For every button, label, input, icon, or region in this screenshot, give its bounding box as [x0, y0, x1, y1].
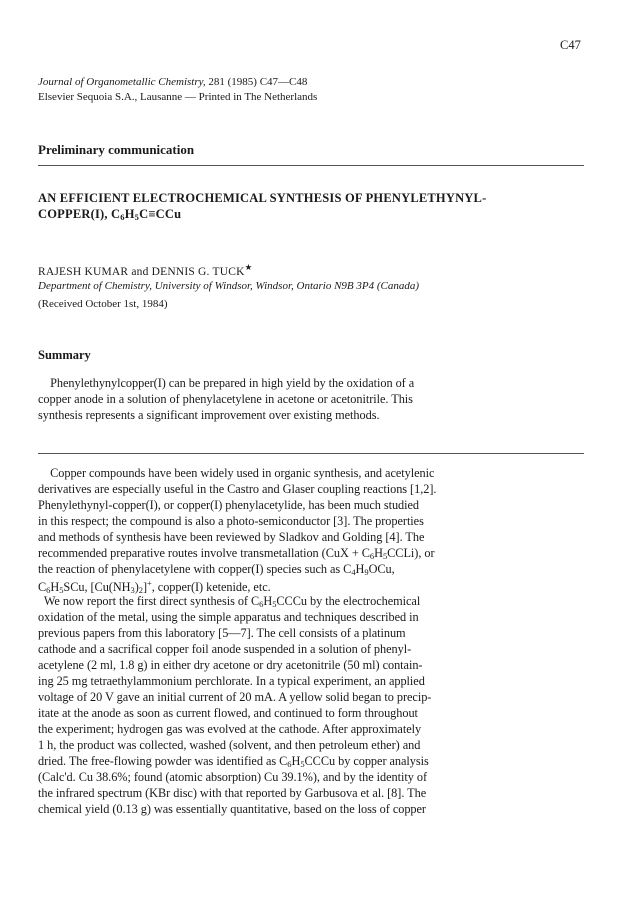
subscript: 5 [382, 551, 388, 561]
text: CCCu by copper analysis [304, 754, 429, 768]
journal-volume: 281 (1985) C47—C48 [205, 76, 308, 88]
section-label: Preliminary communication [38, 142, 195, 157]
text: We now report the first direct synthesis of C [38, 594, 260, 608]
body-line: the experiment; hydrogen gas was evolved at the cathode. After approximately [38, 722, 422, 736]
body-line: itate at the anode as soon as current flowed, and continued to form throughout [38, 706, 418, 720]
title-text: COPPER(I), C [38, 207, 121, 221]
body-line: voltage of 20 V gave an initial current of 20 mA. A yellow solid began to precip- [38, 690, 432, 704]
subscript: 4 [351, 567, 356, 577]
body-line: and methods of synthesis have been reviewed by Sladkov and Golding [4]. The [38, 530, 425, 544]
superscript: + [147, 578, 152, 588]
summary-line: Phenylethynylcopper(I) can be prepared in high yield by the oxidation of a [38, 376, 415, 390]
text: CCLi), or [387, 546, 435, 560]
text: H [374, 546, 383, 560]
author-names: RAJESH KUMAR and DENNIS G. TUCK [38, 266, 245, 278]
text: , copper(I) ketenide, etc. [151, 580, 271, 594]
summary-line: copper anode in a solution of phenylacetylene in acetone or acetonitrile. This [38, 392, 413, 406]
text: H [355, 562, 365, 576]
paper-title-line-2 [38, 207, 181, 222]
divider [38, 165, 584, 166]
title-text: H [124, 207, 135, 221]
text: recommended preparative routes involve transmetallation (CuX + C [38, 546, 370, 560]
subscript: 6 [120, 212, 125, 222]
body-line: ing 25 mg tetraethylammonium perchlorate. In a typical experiment, an applied [38, 674, 425, 688]
subscript: 9 [364, 567, 369, 577]
body-line: chemical yield (0.13 g) was essentially quantitative, based on the loss of copper [38, 802, 426, 816]
divider [38, 453, 584, 454]
journal-citation [38, 76, 307, 88]
affiliation: Department of Chemistry, University of Windsor, Windsor, Ontario N9B 3P4 (Canada) [38, 280, 420, 292]
corresponding-author-mark: ★ [244, 262, 253, 272]
subscript: 5 [300, 759, 305, 769]
received-date: (Received October 1st, 1984) [38, 298, 168, 310]
body-line [38, 578, 271, 595]
text: OCu, [368, 562, 395, 576]
body-line: acetylene (2 ml, 1.8 g) in either dry acetone or dry acetonitrile (50 ml) contain- [38, 658, 423, 672]
subscript: 2 [138, 585, 143, 595]
paper-title-line-1: AN EFFICIENT ELECTROCHEMICAL SYNTHESIS OF PHENYLETHYNYL- [38, 191, 487, 205]
text: dried. The free-flowing powder was identified as C [38, 754, 288, 768]
subscript: 6 [287, 759, 292, 769]
body-line [38, 754, 429, 769]
summary-heading: Summary [38, 348, 91, 362]
author-list [38, 262, 252, 278]
text: the reaction of phenylacetylene with copper(I) species such as C [38, 562, 352, 576]
body-line [38, 594, 420, 609]
subscript: 5 [134, 212, 140, 222]
text: ) [134, 580, 139, 594]
body-line: (Calc'd. Cu 38.6%; found (atomic absorption) Cu 39.1%), and by the identity of [38, 770, 428, 784]
subscript: 5 [272, 599, 277, 609]
subscript: 3 [130, 585, 135, 595]
text: CCCu by the electrochemical [276, 594, 421, 608]
subscript: 6 [369, 551, 375, 561]
text: H [50, 580, 60, 594]
body-line: derivatives are especially useful in the Castro and Glaser coupling reactions [1,2]. [38, 482, 437, 496]
body-line: Phenylethynyl-copper(I), or copper(I) phenylacetylide, has been much studied [38, 498, 420, 512]
body-line: oxidation of the metal, using the simple apparatus and techniques described in [38, 610, 419, 624]
journal-name: Journal of Organometallic Chemistry, [38, 76, 206, 88]
text: H [263, 594, 273, 608]
text: C [38, 580, 47, 594]
body-line: cathode and a sacrifical copper foil anode suspended in a solution of phenyl- [38, 642, 412, 656]
subscript: 6 [46, 585, 51, 595]
page-number: C47 [560, 38, 581, 52]
body-line [38, 562, 395, 577]
body-line [38, 546, 435, 561]
summary-line: synthesis represents a significant improvement over existing methods. [38, 408, 380, 422]
body-line: in this respect; the compound is also a photo-semiconductor [3]. The properties [38, 514, 424, 528]
body-line: 1 h, the product was collected, washed (solvent, and then petroleum ether) and [38, 738, 421, 752]
text: SCu, [Cu(NH [63, 580, 131, 594]
subscript: 5 [59, 585, 64, 595]
text: H [291, 754, 301, 768]
body-line: previous papers from this laboratory [5—7]. The cell consists of a platinum [38, 626, 406, 640]
body-line: the infrared spectrum (KBr disc) with that reported by Garbusova et al. [8]. The [38, 786, 427, 800]
publisher-line: Elsevier Sequoia S.A., Lausanne — Printed in The Netherlands [38, 91, 318, 103]
body-line: Copper compounds have been widely used in organic synthesis, and acetylenic [38, 466, 435, 480]
text: ] [142, 580, 147, 594]
title-text: C≡CCu [139, 207, 182, 221]
subscript: 6 [259, 599, 264, 609]
